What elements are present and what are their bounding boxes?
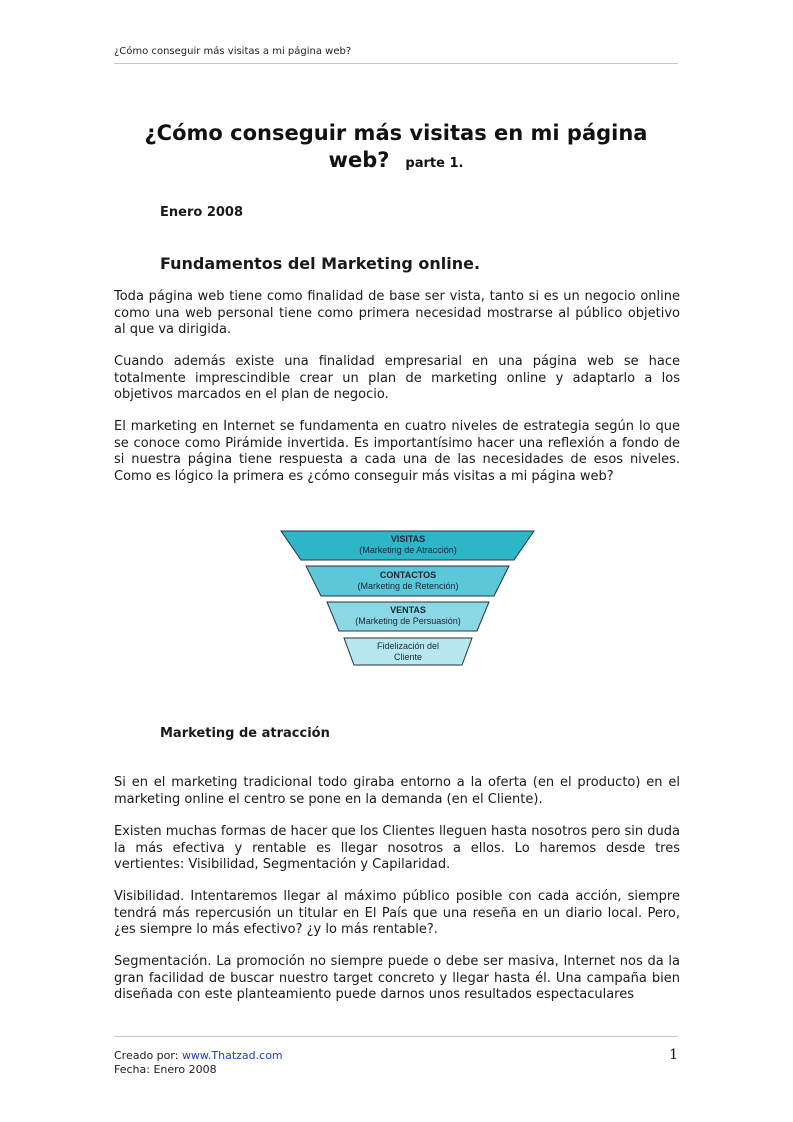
paragraph-3: El marketing en Internet se fundamenta en cuatro niveles de estrategia según lo que se conoce como Pirámide invertida. Es importantísimo hacer una reflexión a fondo de si nuestra página tiene respuesta a cada una de las necesidades de esos niveles. Como es lógico la primera es ¿cómo conseguir más visitas a mi página web?: [114, 419, 680, 484]
document-title-line1: ¿Cómo conseguir más visitas en mi página: [144, 121, 648, 145]
paragraph-7: Segmentación. La promoción no siempre puede o debe ser masiva, Internet nos da la gran facilidad de buscar nuestro target concreto y llegar hasta él. Una campaña bien diseñada con este planteamiento puede darnos unos resultados espectaculares: [114, 954, 680, 1002]
paragraph-4: Si en el marketing tradicional todo giraba entorno a la oferta (en el producto) en el marketing online el centro se pone en la demanda (en el Cliente).: [114, 775, 680, 807]
pyramid-label-fidelizacion-title: Fidelización del: [376, 641, 440, 651]
pyramid-label-ventas: [280, 605, 536, 627]
paragraph-2: Cuando además existe una finalidad empresarial en una página web se hace totalmente imprescindible crear un plan de marketing online y adaptarlo a los objetivos marcados en el plan de negocio.: [114, 354, 680, 402]
pyramid-label-contactos: [280, 570, 536, 592]
paragraph-1: Toda página web tiene como finalidad de base ser vista, tanto si es un negocio online como una web personal tiene como primera necesidad mostrarse al público objetivo al que va dirigida.: [114, 289, 680, 337]
pyramid-label-ventas-subtitle: (Marketing de Persuasión): [355, 616, 461, 626]
pyramid-label-fidelizacion-subtitle: Cliente: [393, 652, 422, 662]
footer-credit: [114, 1049, 283, 1062]
page-footer: [114, 1036, 678, 1076]
document-title-web: web?: [328, 148, 390, 172]
document-title: [114, 120, 678, 177]
running-header: [114, 46, 678, 64]
document-title-part: parte 1.: [405, 156, 464, 171]
document-title-line2: [114, 147, 678, 177]
subsection-heading: Marketing de atracción: [160, 726, 330, 741]
page-number: 1: [669, 1047, 678, 1063]
document-date: Enero 2008: [160, 205, 244, 220]
footer-date: Fecha: Enero 2008: [114, 1063, 217, 1076]
pyramid-label-contactos-title: CONTACTOS: [379, 570, 437, 580]
footer-credit-prefix: Creado por:: [114, 1049, 179, 1062]
pyramid-label-visitas-title: VISITAS: [390, 534, 426, 544]
inverted-pyramid-diagram: [280, 530, 536, 670]
footer-credit-link[interactable]: www.Thatzad.com: [181, 1049, 283, 1062]
section-heading: Fundamentos del Marketing online.: [160, 254, 481, 273]
pyramid-label-visitas: [280, 534, 536, 556]
pyramid-label-fidelizacion: [280, 641, 536, 663]
pyramid-label-visitas-subtitle: (Marketing de Atracción): [359, 545, 457, 555]
pyramid-label-contactos-subtitle: (Marketing de Retención): [357, 581, 459, 591]
running-header-title: ¿Cómo conseguir más visitas a mi página web?: [114, 46, 352, 57]
paragraph-6: Visibilidad. Intentaremos llegar al máximo público posible con cada acción, siempre tendrá más repercusión un titular en El País que una reseña en un diario local. Pero, ¿es siempre lo más efectivo? ¿y lo más rentable?.: [114, 889, 680, 937]
pyramid-label-ventas-title: VENTAS: [390, 605, 426, 615]
paragraph-5: Existen muchas formas de hacer que los Clientes lleguen hasta nosotros pero sin duda la más efectiva y rentable es llegar nosotros a ellos. Lo haremos desde tres vertientes: Visibilidad, Segmentación y Capilaridad.: [114, 824, 680, 872]
